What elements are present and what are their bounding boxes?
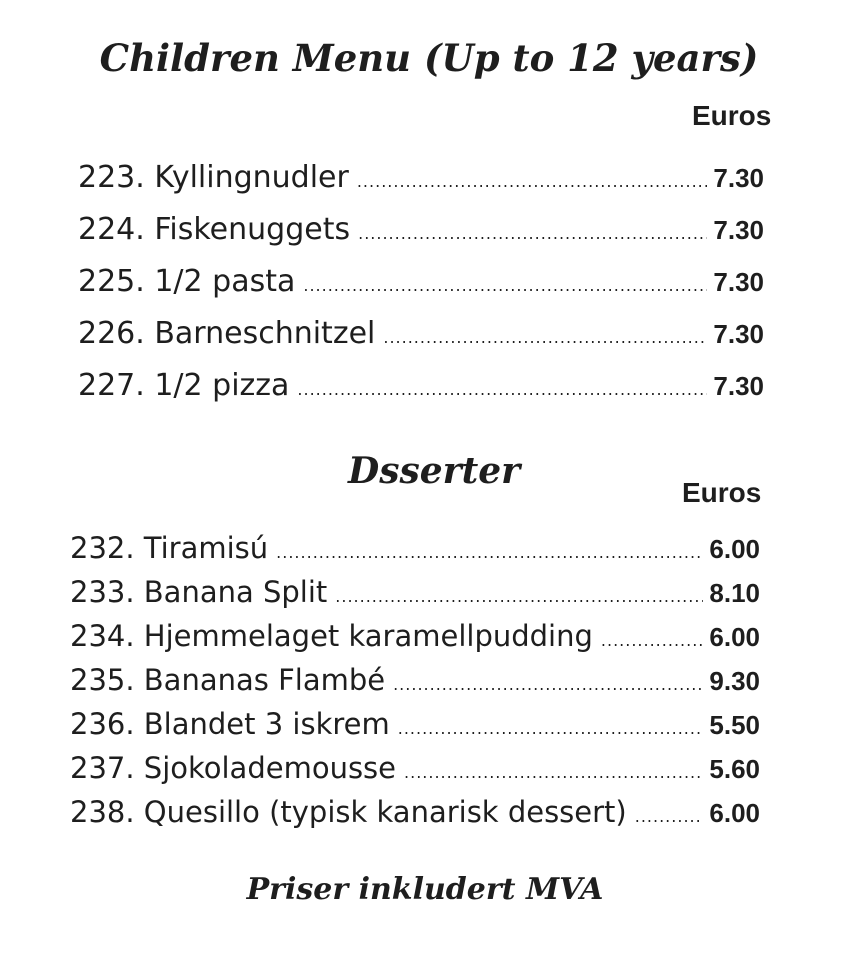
dot-leader bbox=[398, 719, 704, 738]
dot-leader bbox=[357, 172, 708, 191]
menu-item-name: 224. Fiskenuggets bbox=[78, 212, 351, 247]
desserts-title: Dsserter bbox=[348, 450, 521, 492]
menu-item-price: 7.30 bbox=[713, 319, 764, 349]
children-menu-currency-label: Euros bbox=[692, 100, 772, 131]
dot-leader bbox=[303, 276, 707, 295]
menu-item bbox=[78, 212, 764, 247]
dot-leader bbox=[404, 763, 703, 782]
menu-item bbox=[70, 707, 760, 741]
menu-item-price: 7.30 bbox=[713, 267, 764, 297]
children-menu-title: Children Menu (Up to 12 years) bbox=[99, 36, 759, 80]
dot-leader bbox=[358, 224, 707, 243]
dot-leader bbox=[393, 675, 703, 694]
menu-item bbox=[70, 575, 760, 609]
menu-item bbox=[70, 663, 760, 697]
menu-item bbox=[78, 160, 764, 195]
menu-item-price: 5.50 bbox=[709, 710, 760, 740]
menu-item-price: 6.00 bbox=[709, 798, 760, 828]
menu-item bbox=[70, 531, 760, 565]
menu-item-name: 237. Sjokolademousse bbox=[70, 751, 397, 785]
dot-leader bbox=[601, 631, 703, 650]
dot-leader bbox=[383, 328, 707, 347]
dot-leader bbox=[297, 380, 707, 399]
dot-leader bbox=[335, 587, 703, 606]
menu-item-price: 7.30 bbox=[713, 163, 764, 193]
menu-item-name: 236. Blandet 3 iskrem bbox=[70, 707, 390, 741]
menu-item-name: 226. Barneschnitzel bbox=[78, 316, 376, 351]
menu-item-price: 6.00 bbox=[709, 622, 760, 652]
menu-item-price: 9.30 bbox=[709, 666, 760, 696]
menu-item-name: 223. Kyllingnudler bbox=[78, 160, 349, 195]
menu-item-price: 8.10 bbox=[709, 578, 760, 608]
menu-item-name: 232. Tiramisú bbox=[70, 531, 269, 565]
menu-item-name: 225. 1/2 pasta bbox=[78, 264, 296, 299]
menu-item bbox=[78, 368, 764, 403]
menu-item bbox=[78, 316, 764, 351]
menu-item-price: 7.30 bbox=[713, 215, 764, 245]
menu-item-name: 234. Hjemmelaget karamellpudding bbox=[70, 619, 593, 653]
menu-item-price: 6.00 bbox=[709, 534, 760, 564]
menu-item bbox=[70, 619, 760, 653]
menu-item bbox=[70, 751, 760, 785]
vat-note: Priser inkludert MVA bbox=[246, 872, 604, 907]
menu-item bbox=[70, 795, 760, 829]
dot-leader bbox=[276, 543, 703, 562]
menu-item-name: 235. Bananas Flambé bbox=[70, 663, 386, 697]
menu-item-name: 233. Banana Split bbox=[70, 575, 328, 609]
dot-leader bbox=[635, 807, 704, 826]
menu-item-price: 5.60 bbox=[709, 754, 760, 784]
menu-item-name: 238. Quesillo (typisk kanarisk dessert) bbox=[70, 795, 627, 829]
desserts-currency-label: Euros bbox=[682, 477, 762, 508]
menu-item-price: 7.30 bbox=[713, 371, 764, 401]
menu-item-name: 227. 1/2 pizza bbox=[78, 368, 290, 403]
menu-item bbox=[78, 264, 764, 299]
